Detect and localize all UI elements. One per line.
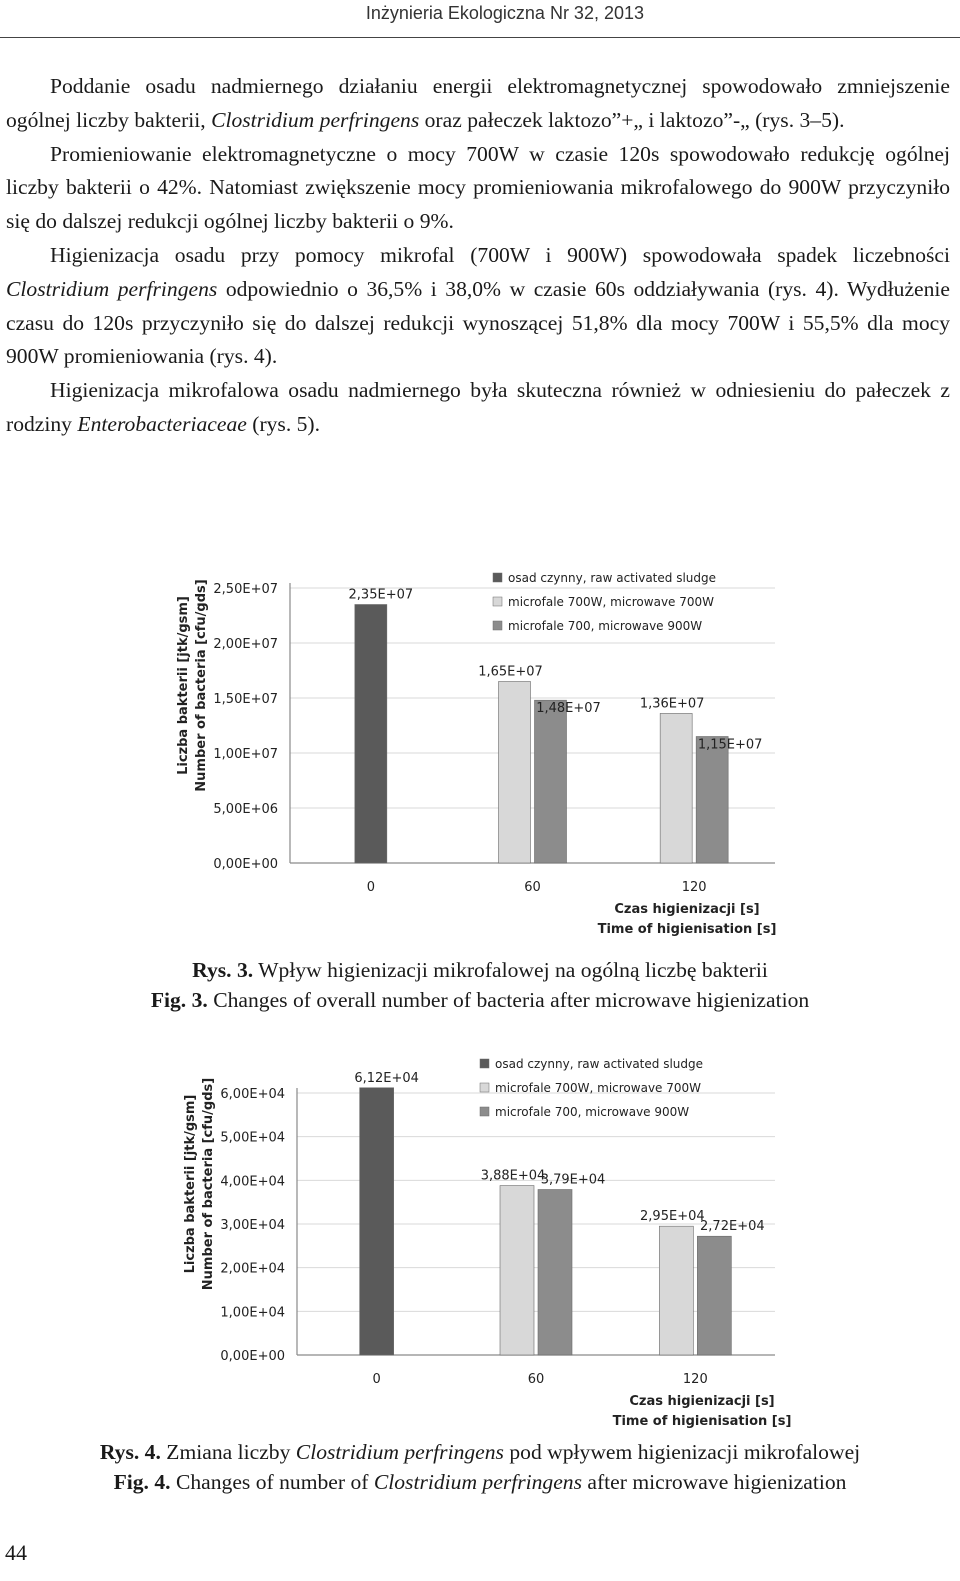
chart-3: [0, 565, 960, 945]
journal-title: Inżynieria Ekologiczna Nr 32, 2013: [365, 3, 644, 23]
legend-entry: osad czynny, raw activated sludge: [495, 1057, 704, 1071]
x-axis-label: Time of higienisation [s]: [597, 922, 777, 937]
y-tick-label: 1,50E+07: [213, 692, 278, 707]
data-label: 6,12E+04: [354, 1070, 419, 1086]
paragraph: Poddanie osadu nadmiernego działaniu energii elektromagnetycznej spowodowało zmniejszenie ogólnej liczby bakterii, Clostridium perfringens oraz pałeczek laktozo”+„ i laktozo”-„ (rys. 3–5).: [6, 74, 950, 132]
legend-entry: microfale 700, microwave 900W: [495, 1105, 690, 1119]
body-text: [6, 70, 950, 442]
data-label: 2,72E+04: [700, 1219, 765, 1235]
bar: [538, 1190, 572, 1355]
figure-4-caption: [0, 1437, 960, 1497]
figure-4-caption-pl: Rys. 4. Zmiana liczby Clostridium perfringens pod wpływem higienizacji mikrofalowej: [99, 1440, 861, 1464]
bar: [659, 1226, 693, 1355]
header-rule: [0, 37, 960, 38]
bar: [696, 737, 728, 864]
x-axis-label: Czas higienizacji [s]: [629, 1394, 775, 1409]
paragraph: Higienizacja osadu przy pomocy mikrofal (700W i 900W) spowodowała spadek liczebności Clostridium perfringens odpowiednio o 36,5% i 38,0% w czasie 60s oddziaływania (rys. 4). Wydłużenie czasu do 120s przyczyniło się do dalszej redukcji wynoszącej 51,8% dla mocy 700W i 55,5% dla mocy 900W promieniowania (rys. 4).: [6, 242, 951, 369]
y-tick-label: 0,00E+00: [213, 857, 278, 872]
y-tick-label: 3,00E+04: [220, 1218, 285, 1233]
y-axis-label: Number of bacteria [cfu/gds]: [194, 579, 209, 792]
y-tick-label: 4,00E+04: [220, 1174, 285, 1190]
y-tick-label: 2,50E+07: [213, 582, 278, 597]
x-axis-label: Czas higienizacji [s]: [614, 902, 760, 917]
paragraph: Promieniowanie elektromagnetyczne o mocy 700W w czasie 120s spowodowało redukcję ogólnej liczby bakterii o 42%. Natomiast zwiększenie mocy promieniowania mikrofalowego do 900W przyczyniło się do dalszej redukcji ogólnej liczby bakterii o 9%.: [6, 141, 950, 234]
figure-3: [0, 565, 960, 945]
paragraph: Higienizacja mikrofalowa osadu nadmiernego była skuteczna również w odniesieniu do pałeczek z rodziny Enterobacteriaceae (rys. 5).: [6, 378, 950, 436]
legend-entry: microfale 700W, microwave 700W: [508, 595, 715, 609]
legend-entry: microfale 700, microwave 900W: [508, 619, 703, 633]
legend-swatch: [493, 597, 502, 606]
bar: [355, 605, 387, 864]
legend-swatch: [480, 1083, 489, 1092]
bar: [499, 682, 531, 864]
data-label: 3,79E+04: [540, 1172, 606, 1188]
legend-swatch: [480, 1107, 489, 1116]
running-header: [0, 0, 960, 40]
y-tick-label: 2,00E+04: [220, 1261, 285, 1277]
y-tick-label: 5,00E+04: [220, 1130, 285, 1146]
figure-3-caption: [0, 955, 960, 1015]
x-tick-label: 60: [524, 880, 541, 895]
x-tick-label: 0: [366, 880, 375, 895]
bar: [697, 1236, 731, 1355]
data-label: 1,65E+07: [478, 664, 543, 680]
bar: [535, 700, 567, 863]
legend-entry: microfale 700W, microwave 700W: [495, 1081, 702, 1095]
data-label: 1,48E+07: [536, 701, 601, 717]
page-number: 44: [5, 1540, 27, 1565]
legend-swatch: [480, 1059, 489, 1068]
figure-4-caption-en: Fig. 4. Changes of number of Clostridium perfringens after microwave higienization: [113, 1470, 847, 1494]
figure-3-caption-pl: Rys. 3. Wpływ higienizacji mikrofalowej na ogólną liczbę bakterii: [192, 958, 768, 982]
data-label: 1,15E+07: [697, 737, 763, 753]
y-axis-label: Liczba bakterii [jtk/gsm]: [183, 1094, 198, 1274]
legend-entry: osad czynny, raw activated sludge: [508, 571, 717, 585]
legend-swatch: [493, 573, 502, 582]
x-tick-label: 60: [527, 1372, 545, 1387]
bar: [360, 1088, 394, 1355]
bar: [500, 1186, 534, 1355]
y-axis-label: Liczba bakterii [jtk/gsm]: [176, 596, 191, 775]
data-label: 1,36E+07: [639, 696, 705, 712]
y-tick-label: 1,00E+07: [213, 747, 278, 762]
y-tick-label: 2,00E+07: [213, 637, 278, 652]
y-tick-label: 5,00E+06: [213, 802, 278, 817]
data-label: 2,95E+04: [640, 1209, 705, 1225]
x-tick-label: 0: [372, 1372, 381, 1387]
y-tick-label: 1,00E+04: [220, 1305, 285, 1321]
y-tick-label: 6,00E+04: [220, 1087, 285, 1102]
bar: [660, 713, 692, 863]
chart-4: [0, 1050, 960, 1430]
data-label: 2,35E+07: [348, 587, 414, 603]
x-tick-label: 120: [681, 880, 707, 895]
x-tick-label: 120: [682, 1372, 708, 1387]
figure-3-caption-en: Fig. 3. Changes of overall number of bacteria after microwave higienization: [150, 988, 810, 1012]
y-axis-label: Number of bacteria [cfu/gds]: [201, 1077, 216, 1291]
data-label: 3,88E+04: [480, 1168, 546, 1184]
figure-4: [0, 1050, 960, 1430]
y-tick-label: 0,00E+00: [220, 1349, 285, 1364]
legend-swatch: [493, 621, 502, 630]
x-axis-label: Time of higienisation [s]: [612, 1414, 792, 1429]
